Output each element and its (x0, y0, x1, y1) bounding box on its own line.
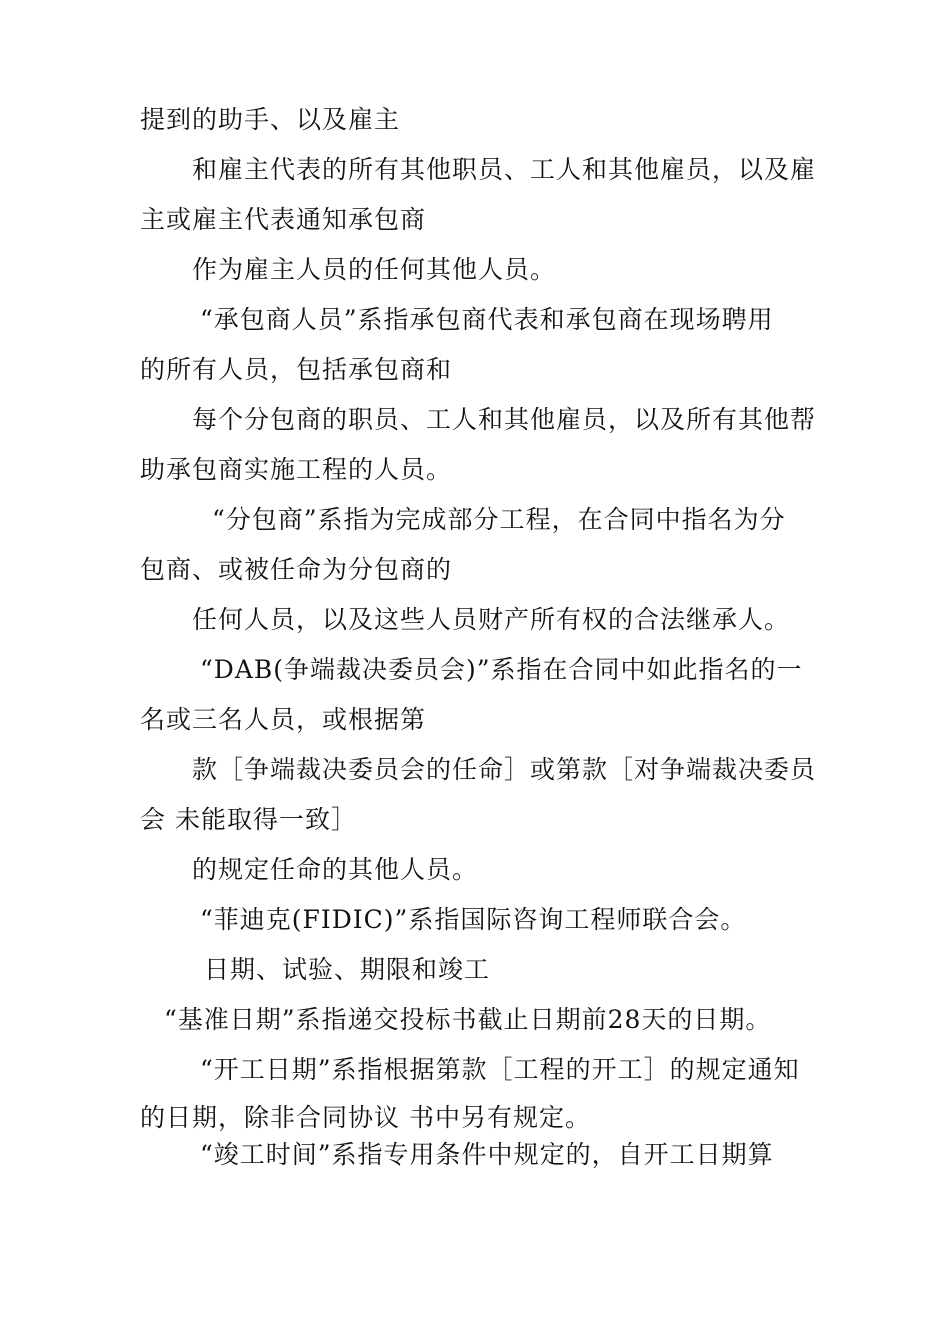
text-line-4: 作为雇主人员的任何其他人员。 (192, 255, 557, 284)
text-line-18: 日期、试验、期限和竣工 (204, 955, 491, 984)
text-line-3: 主或雇主代表通知承包商 (140, 205, 427, 234)
text-line-6: 的所有人员，包括承包商和 (140, 355, 453, 384)
text-line-10: 包商、或被任命为分包商的 (140, 555, 453, 584)
text-line-2: 和雇主代表的所有其他职员、工人和其他雇员，以及雇 (192, 155, 817, 184)
text-line-13: 名或三名人员，或根据第 (140, 705, 427, 734)
text-line-1: 提到的助手、以及雇主 (140, 105, 401, 134)
text-line-9: “分包商”系指为完成部分工程，在合同中指名为分 (212, 505, 786, 534)
text-line-5: “承包商人员”系指承包商代表和承包商在现场聘用 (200, 305, 774, 334)
text-line-21: 的日期，除非合同协议 书中另有规定。 (140, 1103, 591, 1132)
text-line-19: “基准日期”系指递交投标书截止日期前28天的日期。 (164, 1005, 772, 1034)
text-line-7: 每个分包商的职员、工人和其他雇员，以及所有其他帮 (192, 405, 817, 434)
text-line-22: “竣工时间”系指专用条件中规定的，自开工日期算 (200, 1140, 774, 1169)
text-line-17: “菲迪克(FIDIC)”系指国际咨询工程师联合会。 (200, 905, 747, 934)
text-line-14: 款［争端裁决委员会的任命］或第款［对争端裁决委员 (192, 755, 817, 784)
text-line-8: 助承包商实施工程的人员。 (140, 455, 453, 484)
text-line-12: “DAB(争端裁决委员会)”系指在合同中如此指名的一 (200, 655, 803, 684)
text-line-16: 的规定任命的其他人员。 (192, 855, 479, 884)
text-line-11: 任何人员，以及这些人员财产所有权的合法继承人。 (192, 605, 791, 634)
text-line-20: “开工日期”系指根据第款［工程的开工］的规定通知 (200, 1055, 800, 1084)
text-line-15: 会 未能取得一致］ (140, 805, 357, 834)
